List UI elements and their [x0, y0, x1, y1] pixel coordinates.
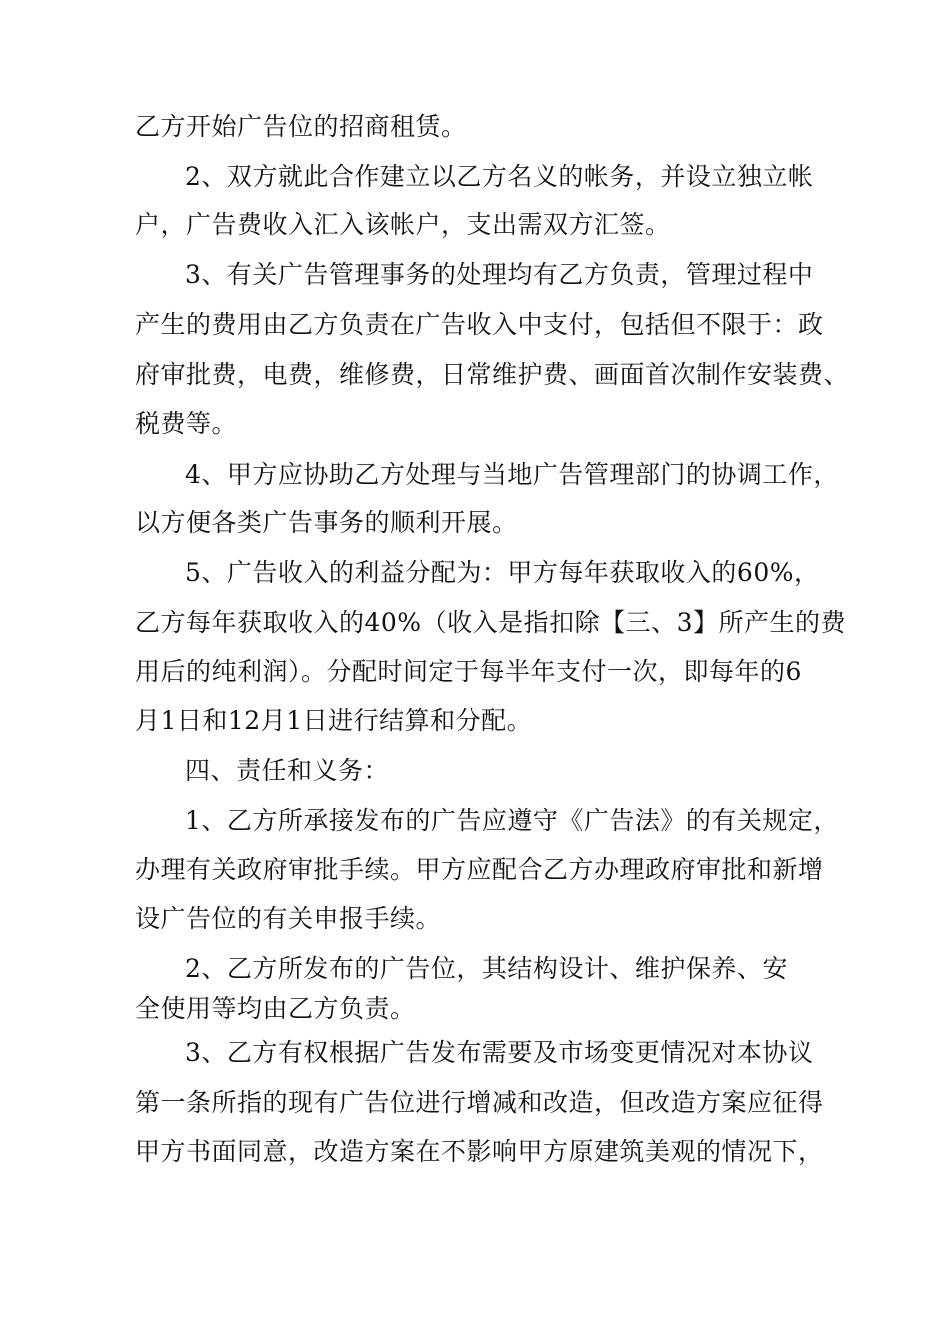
text-line: 2、乙方所发布的广告位，其结构设计、维护保养、安	[185, 954, 788, 983]
text-line: 以方便各类广告事务的顺利开展。	[135, 508, 518, 537]
text-line: 3、乙方有权根据广告发布需要及市场变更情况对本协议	[185, 1038, 814, 1067]
text-line: 5、广告收入的利益分配为：甲方每年获取收入的60%，	[185, 558, 820, 587]
section-heading: 四、责任和义务：	[185, 756, 390, 785]
text-line: 3、有关广告管理事务的处理均有乙方负责，管理过程中	[185, 260, 814, 289]
text-line: 月1日和12月1日进行结算和分配。	[135, 706, 533, 735]
text-line: 1、乙方所承接发布的广告应遵守《广告法》的有关规定，	[185, 806, 839, 835]
text-line: 乙方每年获取收入的40%（收入是指扣除【三、3】所产生的费	[135, 608, 846, 637]
text-line: 产生的费用由乙方负责在广告收入中支付，包括但不限于：政	[135, 310, 824, 339]
text-line: 办理有关政府审批手续。甲方应配合乙方办理政府审批和新增	[135, 855, 824, 884]
text-line: 4、甲方应协助乙方处理与当地广告管理部门的协调工作，	[185, 460, 839, 489]
text-line: 设广告位的有关申报手续。	[135, 904, 442, 933]
text-line: 乙方开始广告位的招商租赁。	[135, 112, 467, 141]
text-line: 户，广告费收入汇入该帐户，支出需双方汇签。	[135, 210, 671, 239]
text-line: 税费等。	[135, 409, 238, 438]
text-line: 第一条所指的现有广告位进行增减和改造，但改造方案应征得	[135, 1088, 824, 1117]
text-line: 府审批费，电费，维修费，日常维护费、画面首次制作安装费、	[135, 360, 850, 389]
text-line: 用后的纯利润）。分配时间定于每半年支付一次，即每年的6	[135, 657, 802, 686]
text-line: 甲方书面同意，改造方案在不影响甲方原建筑美观的情况下，	[135, 1137, 824, 1166]
text-line: 全使用等均由乙方负责。	[135, 994, 416, 1023]
text-line: 2、双方就此合作建立以乙方名义的帐务，并设立独立帐	[185, 162, 814, 191]
